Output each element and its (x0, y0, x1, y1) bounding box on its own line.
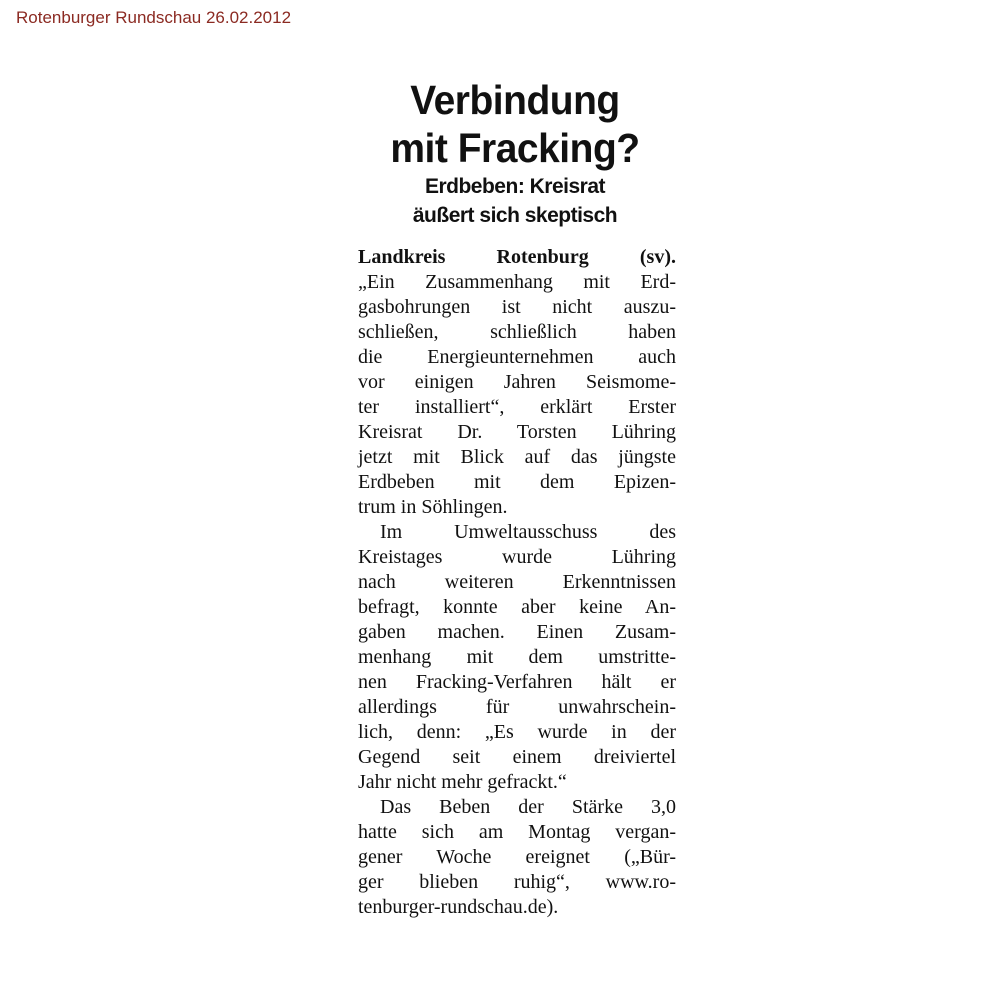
article-line: jetzt mit Blick auf das jüngste (358, 446, 676, 468)
article-line: Jahr nicht mehr gefrackt.“ (358, 771, 567, 793)
article-line: ger blieben ruhig“, www.ro- (358, 871, 676, 893)
article-line: trum in Söhlingen. (358, 496, 508, 518)
article-line: nen Fracking-Verfahren hält er (358, 671, 676, 693)
article-line: die Energieunternehmen auch (358, 346, 676, 368)
source-caption: Rotenburger Rundschau 26.02.2012 (16, 8, 292, 27)
article-line: „Ein Zusammenhang mit Erd- (358, 271, 676, 293)
article-line: gaben machen. Einen Zusam- (358, 621, 676, 643)
article-line: Erdbeben mit dem Epizen- (358, 471, 676, 493)
subheadline-line-2: äußert sich skeptisch (412, 204, 618, 227)
article-line: Im Umweltausschuss des (380, 521, 676, 543)
article-line: Landkreis Rotenburg (sv). (358, 246, 676, 268)
article-line: lich, denn: „Es wurde in der (358, 721, 676, 743)
article-line: nach weiteren Erkenntnissen (358, 571, 676, 593)
headline-line-1: Verbindung (410, 77, 620, 123)
article-line: Kreistages wurde Lühring (358, 546, 676, 568)
article-line: ter installiert“, erklärt Erster (358, 396, 676, 418)
subheadline-line-1: Erdbeben: Kreisrat (424, 175, 606, 198)
article-line: tenburger-rundschau.de). (358, 896, 559, 918)
headline-line-2: mit Fracking? (390, 125, 640, 171)
article-line: hatte sich am Montag vergan- (358, 821, 676, 843)
article-line: gener Woche ereignet („Bür- (358, 846, 676, 868)
article-line: schließen, schließlich haben (358, 321, 676, 343)
article-line: vor einigen Jahren Seismome- (358, 371, 676, 393)
article-line: gasbohrungen ist nicht auszu- (358, 296, 676, 318)
article-line: Gegend seit einem dreiviertel (358, 746, 676, 768)
article-line: allerdings für unwahrschein- (358, 696, 676, 718)
article-line: befragt, konnte aber keine An- (358, 596, 676, 618)
article-line: Kreisrat Dr. Torsten Lühring (358, 421, 676, 443)
article-line: menhang mit dem umstritte- (358, 646, 676, 668)
article-line: Das Beben der Stärke 3,0 (380, 796, 676, 818)
